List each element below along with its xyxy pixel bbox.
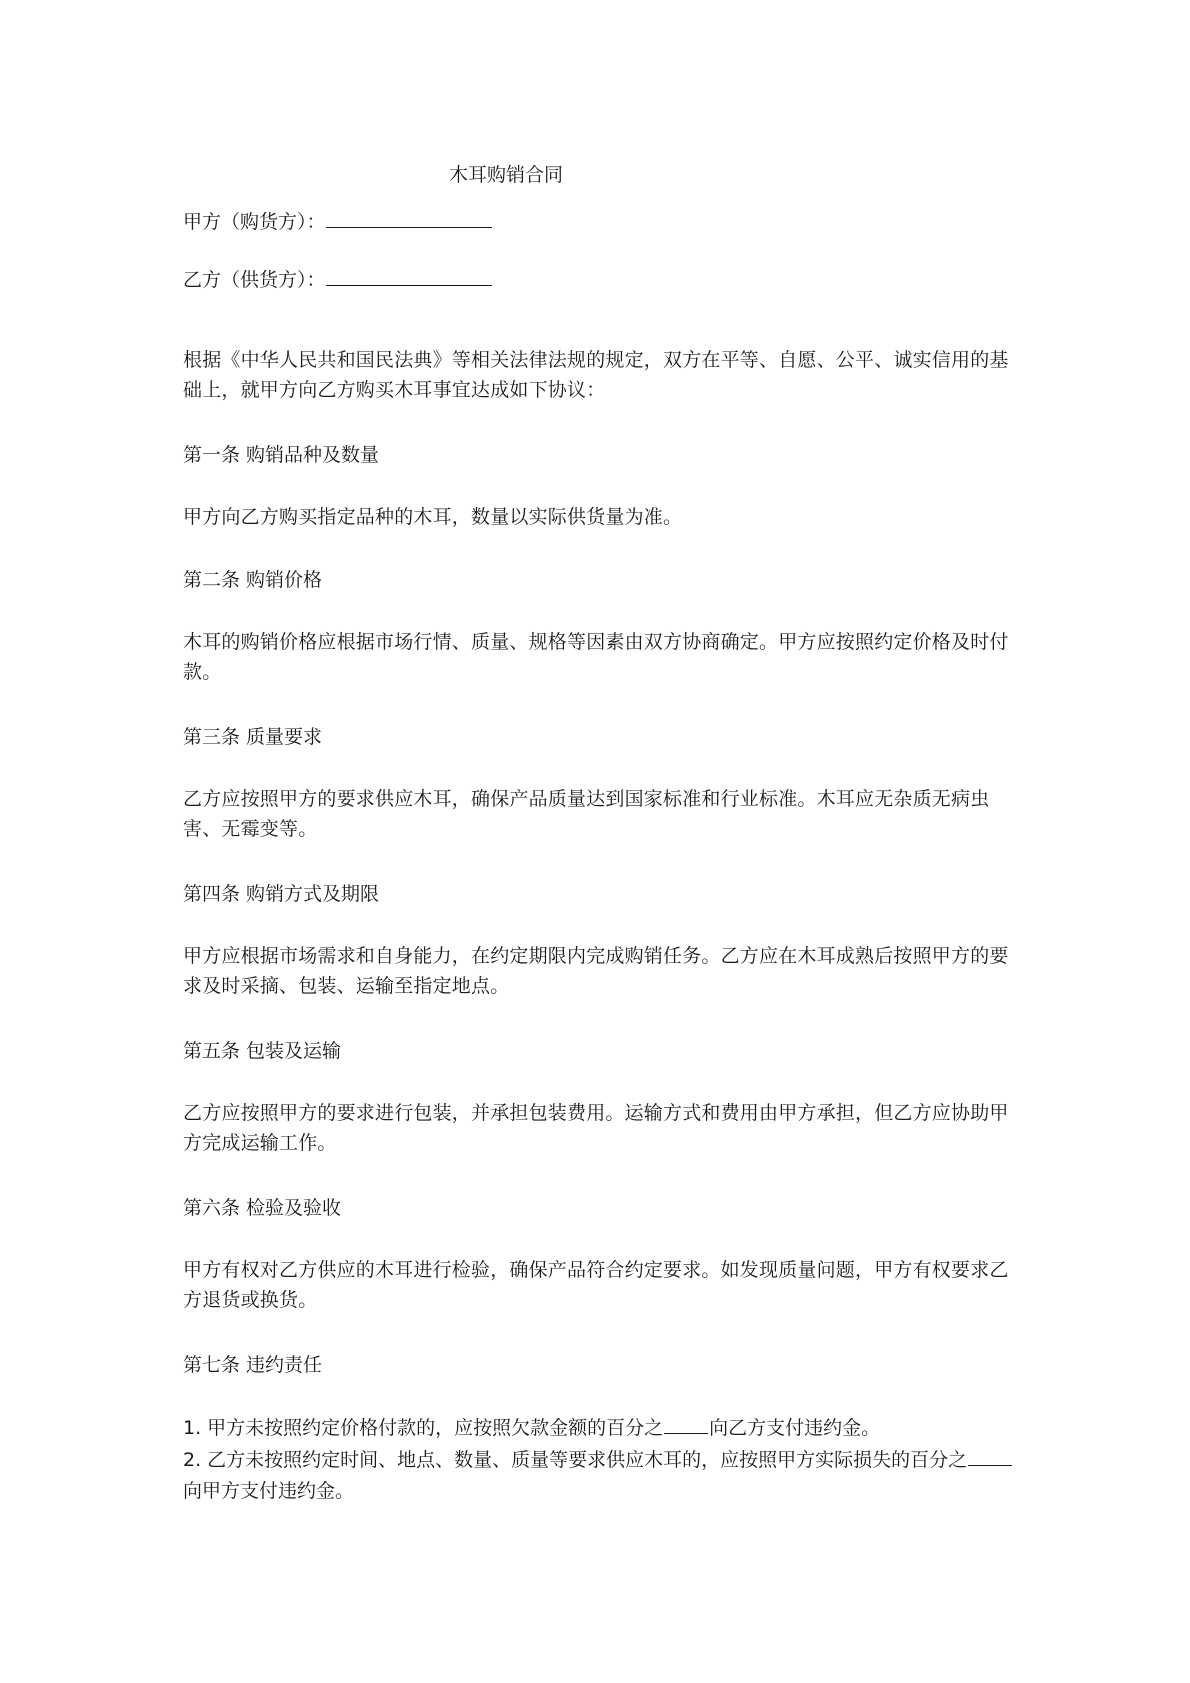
article-heading: 第三条 质量要求: [183, 726, 323, 748]
article-body: 甲方向乙方购买指定品种的木耳，数量以实际供货量为准。: [183, 506, 683, 528]
article-heading: 第五条 包装及运输: [183, 1040, 342, 1062]
percentage-blank: [664, 1411, 708, 1434]
party-b-blank: [326, 263, 492, 286]
document-title: 木耳购销合同: [449, 164, 564, 186]
article-heading: 第四条 购销方式及期限: [183, 883, 380, 905]
article-body: 甲方应根据市场需求和自身能力，在约定期限内完成购销任务。乙方应在木耳成熟后按照甲方的要求及时采摘、包装、运输至指定地点。: [183, 945, 1009, 997]
penalty-item-text: 1. 甲方未按照约定价格付款的，应按照欠款金额的百分之: [183, 1417, 664, 1439]
penalty-item-text: 2. 乙方未按照约定时间、地点、数量、质量等要求供应木耳的，应按照甲方实际损失的百分之: [183, 1449, 968, 1471]
penalty-item-1: [183, 1411, 1025, 1444]
article-body: 乙方应按照甲方的要求供应木耳，确保产品质量达到国家标准和行业标准。木耳应无杂质无病虫害、无霉变等。: [183, 788, 990, 840]
party-a-label: 甲方（购货方）：: [183, 211, 326, 233]
party-a-line: [183, 205, 1025, 237]
article-body: 乙方应按照甲方的要求进行包装，并承担包装费用。运输方式和费用由甲方承担，但乙方应协助甲方完成运输工作。: [183, 1102, 1009, 1154]
article-heading: 第七条 违约责任: [183, 1354, 323, 1376]
party-a-blank: [326, 205, 492, 228]
penalty-item-text: 向甲方支付违约金。: [183, 1480, 355, 1502]
party-b-line: [183, 263, 1025, 295]
percentage-blank: [968, 1443, 1012, 1466]
article-body: 木耳的购销价格应根据市场行情、质量、规格等因素由双方协商确定。甲方应按照约定价格及时付款。: [183, 631, 1009, 683]
article-heading: 第六条 检验及验收: [183, 1197, 342, 1219]
article-body: 甲方有权对乙方供应的木耳进行检验，确保产品符合约定要求。如发现质量问题，甲方有权要求乙方退货或换货。: [183, 1259, 1009, 1311]
party-b-label: 乙方（供货方）：: [183, 269, 326, 291]
penalty-item-text: 向乙方支付违约金。: [709, 1417, 881, 1439]
penalty-item-2: [183, 1443, 1025, 1507]
article-heading: 第二条 购销价格: [183, 569, 323, 591]
article-heading: 第一条 购销品种及数量: [183, 444, 380, 466]
intro-paragraph: 根据《中华人民共和国民法典》等相关法律法规的规定，双方在平等、自愿、公平、诚实信用的基础上，就甲方向乙方购买木耳事宜达成如下协议：: [183, 349, 1009, 401]
